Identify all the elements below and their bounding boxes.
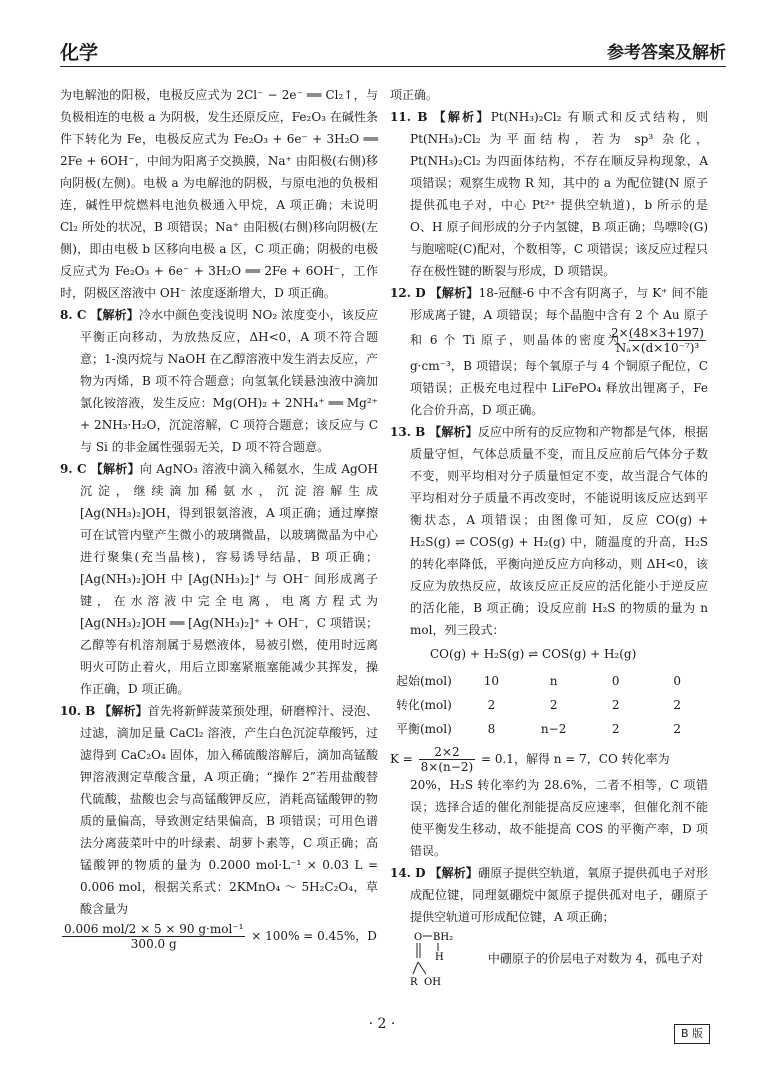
fraction-denominator: 8×(n−2) — [420, 760, 474, 774]
fraction-denominator: 300.0 g — [130, 937, 177, 951]
analysis-text: 硼原子提供空轨道，氧原子提供孤电子对形成配位键，同理氨硼烷中氮原子提供孤对电子，硼原子提供空轨道可形成配位键，A 项正确； — [410, 866, 708, 924]
right-column — [390, 84, 708, 990]
header-divider — [60, 66, 726, 67]
stage-row — [390, 693, 708, 717]
reaction-equation: CO(g) + H₂S(g) ⇌ COS(g) + H₂(g) — [430, 647, 637, 661]
question-9 — [60, 458, 378, 700]
c-r-bond — [413, 962, 418, 974]
analysis-text: 首先将新鲜菠菜预处理，研磨榨汁、浸泡、过滤，滴加足量 CaCl₂ 溶液，产生白色沉淀草酸钙，过滤得到 CaC₂O₄ 固体，加入稀硫酸溶解后，滴加高锰酸钾溶液测定草酸含量，A 项正确；“操作 2”若用盐酸替代硫酸，盐酸也会与高锰酸钾反应，消耗高锰酸钾的物质的量偏高，导致测定结果偏高，B 项错误；可用色谱法分离菠菜叶中的叶绿素、胡萝卜素等，C 项正确；高锰酸钾的物质的量为 0.2000 mol·L⁻¹ × 0.03 L = 0.006 mol，根据关系式：2KMnO₄ ～ 5H₂C₂O₄，草酸含量为 — [80, 704, 378, 916]
fraction-numerator: 2×2 — [419, 745, 475, 760]
question-8 — [60, 304, 378, 458]
stage-value: 0 — [673, 674, 682, 688]
fraction-numerator: 2×(48×3+197) — [611, 326, 704, 340]
structure-line — [390, 928, 708, 990]
stage-row — [390, 669, 708, 693]
hydroxyl-group: OH — [424, 977, 441, 988]
answer-number: 12. D — [390, 286, 426, 300]
analysis-text: 反应中所有的反应物和产物都是气体，根据质量守恒，气体总质量不变，而且反应前后气体分子数不变，则平均相对分子质量恒定不变，故当混合气体的平均相对分子质量不再改变时，不能说明该反应达到平衡状态，A 项错误；由图像可知，反应 CO(g) + H₂S(g) ⇌ COS(g) + H₂(g) 中，随温度的升高，H₂S 的转化率降低，平衡向逆反应方向移动，则 ΔH<0，该反应为放热反应，故该反应正反应的活化能小于逆反应的活化能，B 项正确；设反应前 H₂S 的物质的量为 n mol，列三段式： — [410, 425, 708, 637]
analysis-text: g·cm⁻³，B 项错误；每个氧原子与 4 个铜原子配位，C 项错误；正极充电过程中 LiFePO₄ 释放出锂离子，Fe 化合价升高，D 项正确。 — [410, 359, 708, 417]
fraction-numerator: 0.006 mol/2 × 5 × 90 g·mol⁻¹ — [64, 922, 244, 936]
k-result: = 0.1，解得 n = 7，CO 转化率为 — [480, 752, 670, 766]
answer-number: 14. D — [390, 866, 426, 880]
page-header — [60, 34, 726, 66]
analysis-text: Pt(NH₃)₂Cl₂ 有顺式和反式结构，则 Pt(NH₃)₂Cl₂ 为平面结构，若为 sp³ 杂化，Pt(NH₃)₂Cl₂ 为四面体结构，不存在顺反异构现象，A 项错误；观察生成物 R 知，其中的 a 为配位键(N 原子提供孤电子对，中心 Pt²⁺ 提供空轨道)，b 所示的是 O、H 原子间形成的分子内氢键，B 项正确；鸟嘌呤(G)与胞嘧啶(C)配对，个数相等，C 项错误；该反应过程只存在极性键的断裂与形成，D 项错误。 — [410, 110, 708, 278]
oxygen-atom: O — [414, 932, 423, 943]
c-oh-bond — [418, 962, 426, 974]
stage-value: 8 — [487, 722, 496, 736]
molecule-diagram — [410, 928, 480, 990]
question-14 — [390, 862, 708, 928]
stage-value: 10 — [483, 674, 500, 688]
analysis-text: 冷水中颜色变浅说明 NO₂ 浓度变小，该反应平衡正向移动，为放热反应，ΔH<0，A 项不符合题意；1-溴丙烷与 NaOH 在乙醇溶液中发生消去反应，产物为丙烯，B 项不符合题意；向氢氧化镁悬浊液中滴加氯化铵溶液，发生反应：Mg(OH)₂ + 2NH₄⁺ ══ Mg²⁺ + 2NH₃·H₂O，沉淀溶解，C 项符合题意；该反应与 C 与 Si 的非金属性强弱无关，D 项不符合题意。 — [80, 308, 378, 454]
left-column — [60, 84, 378, 951]
analysis-text: 向 AgNO₃ 溶液中滴入稀氨水，生成 AgOH 沉淀，继续滴加稀氨水，沉淀溶解生成 [Ag(NH₃)₂]OH，得到银氨溶液，A 项正确；通过摩擦可在试管内壁产生微小的玻璃微晶，以玻璃微晶为中心进行聚集(充当晶核)，容易诱导结晶，B 项正确；[Ag(NH₃)₂]OH 中 [Ag(NH₃)₂]⁺ 与 OH⁻ 间形成离子键，在水溶液中完全电离，电离方程式为 [Ag(NH₃)₂]OH ══ [Ag(NH₃)₂]⁺ + OH⁻，C 项错误；乙醇等有机溶剂属于易燃液体，易被引燃，使用时远离明火可防止着火，用后立即塞紧瓶塞能减少其挥发，操作正确，D 项正确。 — [80, 462, 378, 696]
formula-tail: × 100% = 0.45%，D — [251, 929, 377, 943]
analysis-text: 18-冠醚-6 中不含有阴离子，与 K⁺ 间不能形成离子键，A 项错误；每个晶胞中含有 2 个 Au 原子和 6 个 Ti 原子，则晶体的密度为 — [410, 286, 708, 347]
analysis-tag: 【解析】 — [429, 286, 479, 300]
three-stage-table — [390, 669, 708, 741]
answer-number: 8. C — [60, 308, 87, 322]
molecule-structure — [410, 928, 480, 990]
answer-number: 11. B — [390, 110, 428, 124]
stage-value: 2 — [611, 722, 620, 736]
stage-value: 0 — [611, 674, 620, 688]
k-label: K = — [390, 752, 413, 766]
answer-number: 10. B — [60, 704, 96, 718]
density-fraction — [611, 326, 706, 355]
stage-value: 2 — [673, 698, 682, 712]
fraction-denominator: Nₐ×(d×10⁻⁷)³ — [615, 341, 700, 355]
hydrogen-atom: H — [435, 952, 444, 963]
stage-value: n−2 — [540, 722, 567, 736]
answer-number: 13. B — [390, 425, 426, 439]
question-10 — [60, 700, 378, 920]
question-13 — [390, 421, 708, 641]
fraction — [62, 922, 245, 951]
stage-label: 起始(mol) — [396, 674, 452, 688]
stage-value: 2 — [487, 698, 496, 712]
continued-paragraph: 为电解池的阳极，电极反应式为 2Cl⁻ − 2e⁻ ══ Cl₂↑，与负极相连的电极 a 为阴极，发生还原反应，Fe₂O₃ 在碱性条件下转化为 Fe，电极反应式为 Fe₂O₃ + 6e⁻ + 3H₂O ══ 2Fe + 6OH⁻，中间为阳离子交换膜，Na⁺ 由阳极(右侧)移向阴极(左侧)。电极 a 为电解池的阴极，与原电池的负极相连，碱性甲烷燃料电池负极通入甲烷，A 项正确；未说明 Cl₂ 所处的状况，B 项错误；Na⁺ 由阳极(右侧)移向阴极(左侧)，即由电极 b 区移向电极 a 区，C 项正确；阴极的电极反应式为 Fe₂O₃ + 6e⁻ + 3H₂O ══ 2Fe + 6OH⁻，工作时，阴极区溶液中 OH⁻ 浓度逐渐增大，D 项正确。 — [60, 88, 378, 300]
answer-number: 9. C — [60, 462, 87, 476]
stage-row — [390, 717, 708, 741]
equilibrium-constant — [390, 745, 708, 774]
analysis-text: 中硼原子的价层电子对数为 4，孤电子对 — [487, 951, 704, 966]
analysis-tag: 【解析】 — [429, 425, 478, 439]
stage-value: 2 — [549, 698, 558, 712]
analysis-text: 20%，H₂S 转化率约为 28.6%，二者不相等，C 项错误；选择合适的催化剂能提高反应速率，但催化剂不能使平衡发生移动，故不能提高 COS 的平衡产率，D 项错误。 — [410, 778, 708, 858]
stage-value: 2 — [611, 698, 620, 712]
analysis-tag: 【解析】 — [90, 462, 140, 476]
analysis-tag: 【解析】 — [99, 704, 148, 718]
stage-label: 转化(mol) — [396, 698, 452, 712]
stage-value: n — [549, 674, 558, 688]
section-title: 参考答案及解析 — [607, 43, 726, 63]
question-11 — [390, 106, 708, 282]
analysis-tag: 【解析】 — [429, 866, 478, 880]
continued-paragraph: 项正确。 — [390, 88, 439, 102]
r-group: R — [410, 977, 418, 988]
stage-value: 2 — [673, 722, 682, 736]
question-12 — [390, 282, 708, 421]
version-badge: B 版 — [674, 1024, 710, 1044]
subject-title: 化学 — [60, 42, 99, 64]
analysis-tag: 【解析】 — [90, 308, 139, 322]
content-formula — [60, 922, 378, 951]
boron-group: BH₂ — [433, 932, 454, 943]
stage-label: 平衡(mol) — [396, 722, 452, 736]
page-number: · 2 · — [368, 1016, 396, 1032]
k-fraction — [419, 745, 475, 774]
analysis-tag: 【解析】 — [433, 110, 491, 124]
